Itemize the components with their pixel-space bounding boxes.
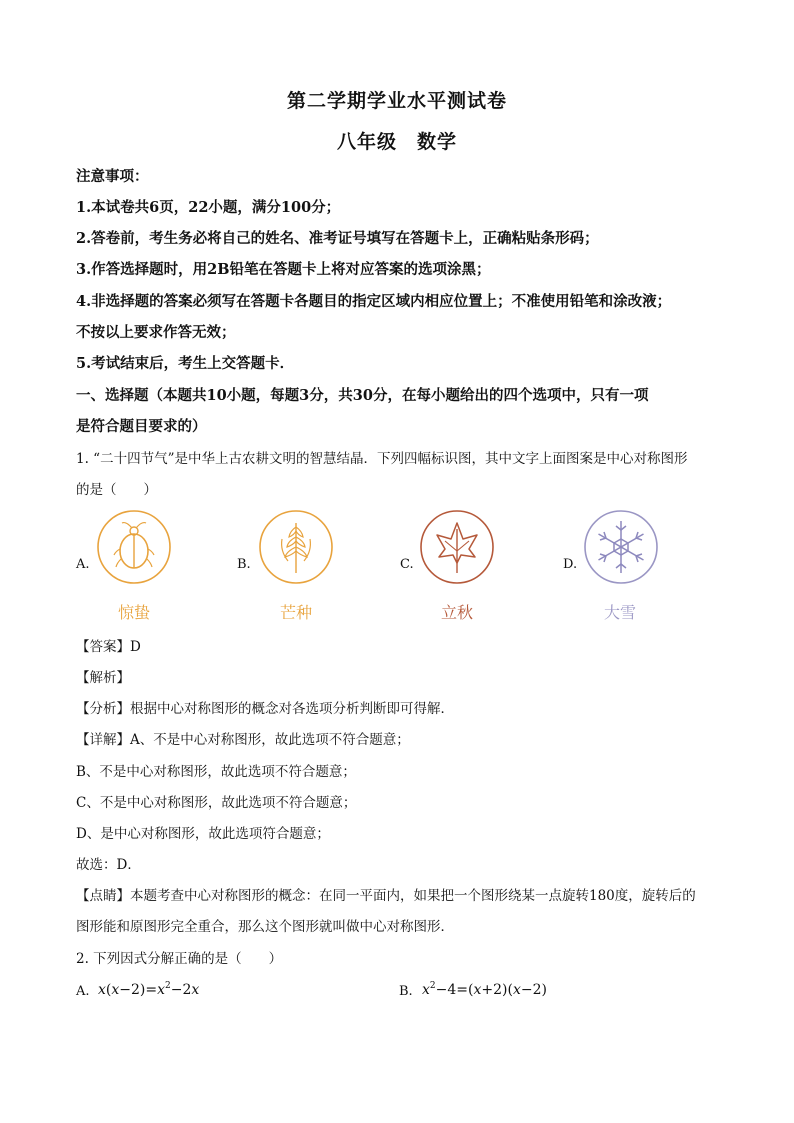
q1-option-b-letter: B. [237,557,251,572]
q2-option-a-formula: $x(x-2)=x^2-2x$ [98,981,200,998]
q1-option-d-caption: 大雪 [603,603,636,622]
q2-option-b-formula: $x^2-4=(x+2)(x-2)$ [422,981,547,998]
note-item-1: 1.本试卷共6页，22小题，满分100分； [76,199,341,216]
q1-option-c-letter: C. [400,557,414,572]
q1-dianjing: 【点睛】本题考查中心对称图形的概念：在同一平面内，如果把一个图形绕某一点旋转180度，旋转后的 [76,888,696,904]
q1-option-c-caption: 立秋 [440,603,473,622]
note-item-4: 4.非选择题的答案必须写在答题卡各题目的指定区域内相应位置上；不准使用铅笔和涂改液； [76,293,672,310]
section1-heading: 一、选择题（本题共10小题，每题3分，共30分，在每小题给出的四个选项中，只有一项 [76,387,649,404]
snowflake-icon [583,509,659,585]
wheat-icon [258,509,334,585]
q1-xiangjie-4: D、是中心对称图形，故此选项符合题意； [76,826,330,842]
exam-subtitle: 八年级 数学 [336,131,457,153]
note-item-2: 2.答卷前，考生务必将自己的姓名、准考证号填写在答题卡上，正确粘贴条形码； [76,230,599,247]
insect-icon [96,509,172,585]
section1-heading-cont: 是符合题目要求的） [76,418,207,435]
q1-option-a-caption: 惊蛰 [117,603,150,622]
q1-xiangjie-2: B、不是中心对称图形，故此选项不符合题意； [76,764,356,780]
note-item-5: 5.考试结束后，考生上交答题卡． [76,355,295,372]
q1-xiangjie-3: C、不是中心对称图形，故此选项不符合题意； [76,795,357,811]
notes-heading: 注意事项： [76,168,149,185]
q1-answer: 【答案】D [76,639,141,655]
q1-xiangjie-5: 故选：D． [76,857,141,873]
q1-dianjing-cont: 图形能和原图形完全重合，那么这个图形就叫做中心对称图形． [76,919,454,935]
note-item-3: 3.作答选择题时，用2B铅笔在答题卡上将对应答案的选项涂黑； [76,261,491,278]
exam-title: 第二学期学业水平测试卷 [286,90,507,112]
q1-option-a-letter: A. [76,557,90,572]
q1-option-d-letter: D. [563,557,578,572]
q1-option-b-caption: 芒种 [279,603,312,622]
q1-analysis-label: 【解析】 [76,670,130,686]
q2-stem: 2. 下列因式分解正确的是（ ） [76,951,283,967]
q1-stem-cont: 的是（ ） [76,482,157,498]
maple-leaf-icon [419,509,495,585]
note-item-4-cont: 不按以上要求作答无效； [76,324,236,341]
q2-option-b-letter: B. [399,984,413,999]
q1-xiangjie-1: 【详解】A、不是中心对称图形，故此选项不符合题意； [76,732,410,748]
q1-stem: 1. “二十四节气”是中华上古农耕文明的智慧结晶．下列四幅标识图，其中文字上面图案是中心对称图形 [76,451,688,467]
q2-option-a-letter: A. [76,984,90,999]
q1-fenxi: 【分析】根据中心对称图形的概念对各选项分析判断即可得解． [76,701,454,717]
